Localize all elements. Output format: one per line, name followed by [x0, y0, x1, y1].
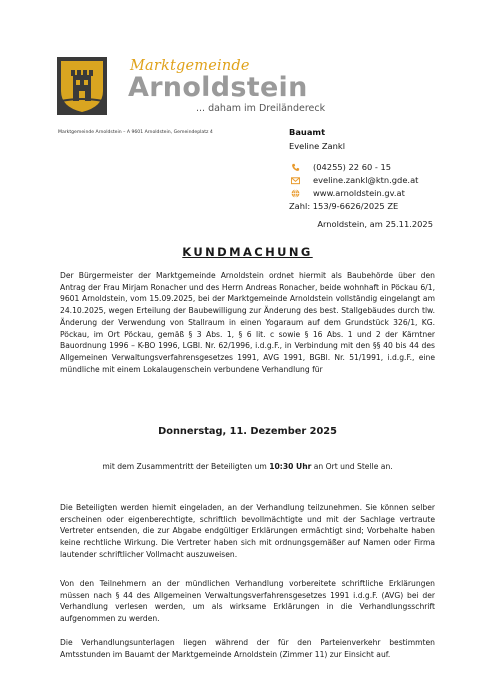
meeting-time: 10:30 Uhr [269, 462, 312, 471]
municipal-crest-icon [57, 57, 107, 115]
contact-block [289, 126, 479, 212]
reference-number: Zahl: 153/9-6626/2025 ZE [289, 201, 399, 211]
brand-script: Marktgemeinde [130, 58, 250, 74]
meeting-line [0, 462, 495, 471]
phone-row [289, 161, 479, 173]
meeting-text-post: an Ort und Stelle an. [313, 462, 393, 471]
mail-icon [291, 176, 300, 185]
document-date: Arnoldstein, am 25.11.2025 [317, 219, 433, 229]
paragraph-written-statements: Von den Teilnehmern an der mündlichen Verhandlung vorbereitete schriftliche Erklärungen müssen nach § 44 des Allgemeinen Verwaltungsverfahrensgesetzes 1991 i.d.g.F. (AVG) bei der Verhandlung verlesen werden, um als wirksame Erklärungen in die Verhandlungsschrift aufgenommen zu werden. [60, 579, 435, 624]
email-row [289, 174, 479, 186]
email-link[interactable]: eveline.zankl@ktn.gde.at [313, 175, 419, 185]
brand-tagline: ... daham im Dreiländereck [196, 103, 326, 114]
sender-address-line: Marktgemeinde Arnoldstein – A 9601 Arnoldstein, Gemeindeplatz 4 [58, 130, 213, 135]
department: Bauamt [289, 127, 326, 137]
phone-number: (04255) 22 60 - 15 [313, 162, 392, 172]
hearing-date: Donnerstag, 11. Dezember 2025 [158, 426, 337, 437]
website-link[interactable]: www.arnoldstein.gv.at [313, 188, 405, 198]
globe-icon [291, 189, 300, 198]
paragraph-documents: Die Verhandlungsunterlagen liegen während der für den Parteienverkehr bestimmten Amtsstunden im Bauamt der Marktgemeinde Arnoldstein (Zimmer 11) zur Einsicht auf. [60, 638, 435, 659]
meeting-text-pre: mit dem Zusammentritt der Beteiligten um [102, 462, 267, 471]
phone-icon [291, 163, 300, 172]
web-row [289, 187, 479, 199]
paragraph-participants: Die Beteiligten werden hiemit eingeladen, an der Verhandlung teilzunehmen. Sie können selber erscheinen oder eigenberechtigte, schriftlich bevollmächtigte und mit der Sachlage vertraute Vertreter entsenden, die zur Abgabe endgültiger Erklärungen ermächtigt sind; Vorbehalte haben keine rechtliche Wirkung. Die Vertreter haben sich mit ordnungsgemäßer auf Namen oder Firma lautender schriftlicher Vollmacht auszuweisen. [60, 503, 435, 559]
contact-person: Eveline Zankl [289, 141, 346, 151]
document-title: KUNDMACHUNG [182, 245, 313, 259]
brand-name: Arnoldstein [128, 72, 308, 103]
paragraph-application: Der Bürgermeister der Marktgemeinde Arnoldstein ordnet hiermit als Baubehörde über den Antrag der Frau Mirjam Ronacher und des Herrn Andreas Ronacher, beide wohnhaft in Pöckau 6/1, 9601 Arnoldstein, vom 15.09.2025, bei der Marktgemeinde Arnoldstein vollständig eingelangt am 24.10.2025, wegen Erteilung der Baubewilligung zur Änderung des best. Stallgebäudes durch tlw. Änderung der Verwendung von Stallraum in einen Yogaraum auf dem Grundstück 326/1, KG. Pöckau, im Ort Pöckau, gemäß § 3 Abs. 1, § 6 lit. c sowie § 16 Abs. 1 und 2 der Kärntner Bauordnung 1996 – K-BO 1996, LGBl. Nr. 62/1996, i.d.g.F., in Verbindung mit den §§ 40 bis 44 des Allgemeinen Verwaltungsverfahrensgesetzes 1991, AVG 1991, BGBl. Nr. 51/1991, i.d.g.F., eine mündliche mit einem Lokalaugenschein verbundene Verhandlung für [60, 271, 435, 374]
